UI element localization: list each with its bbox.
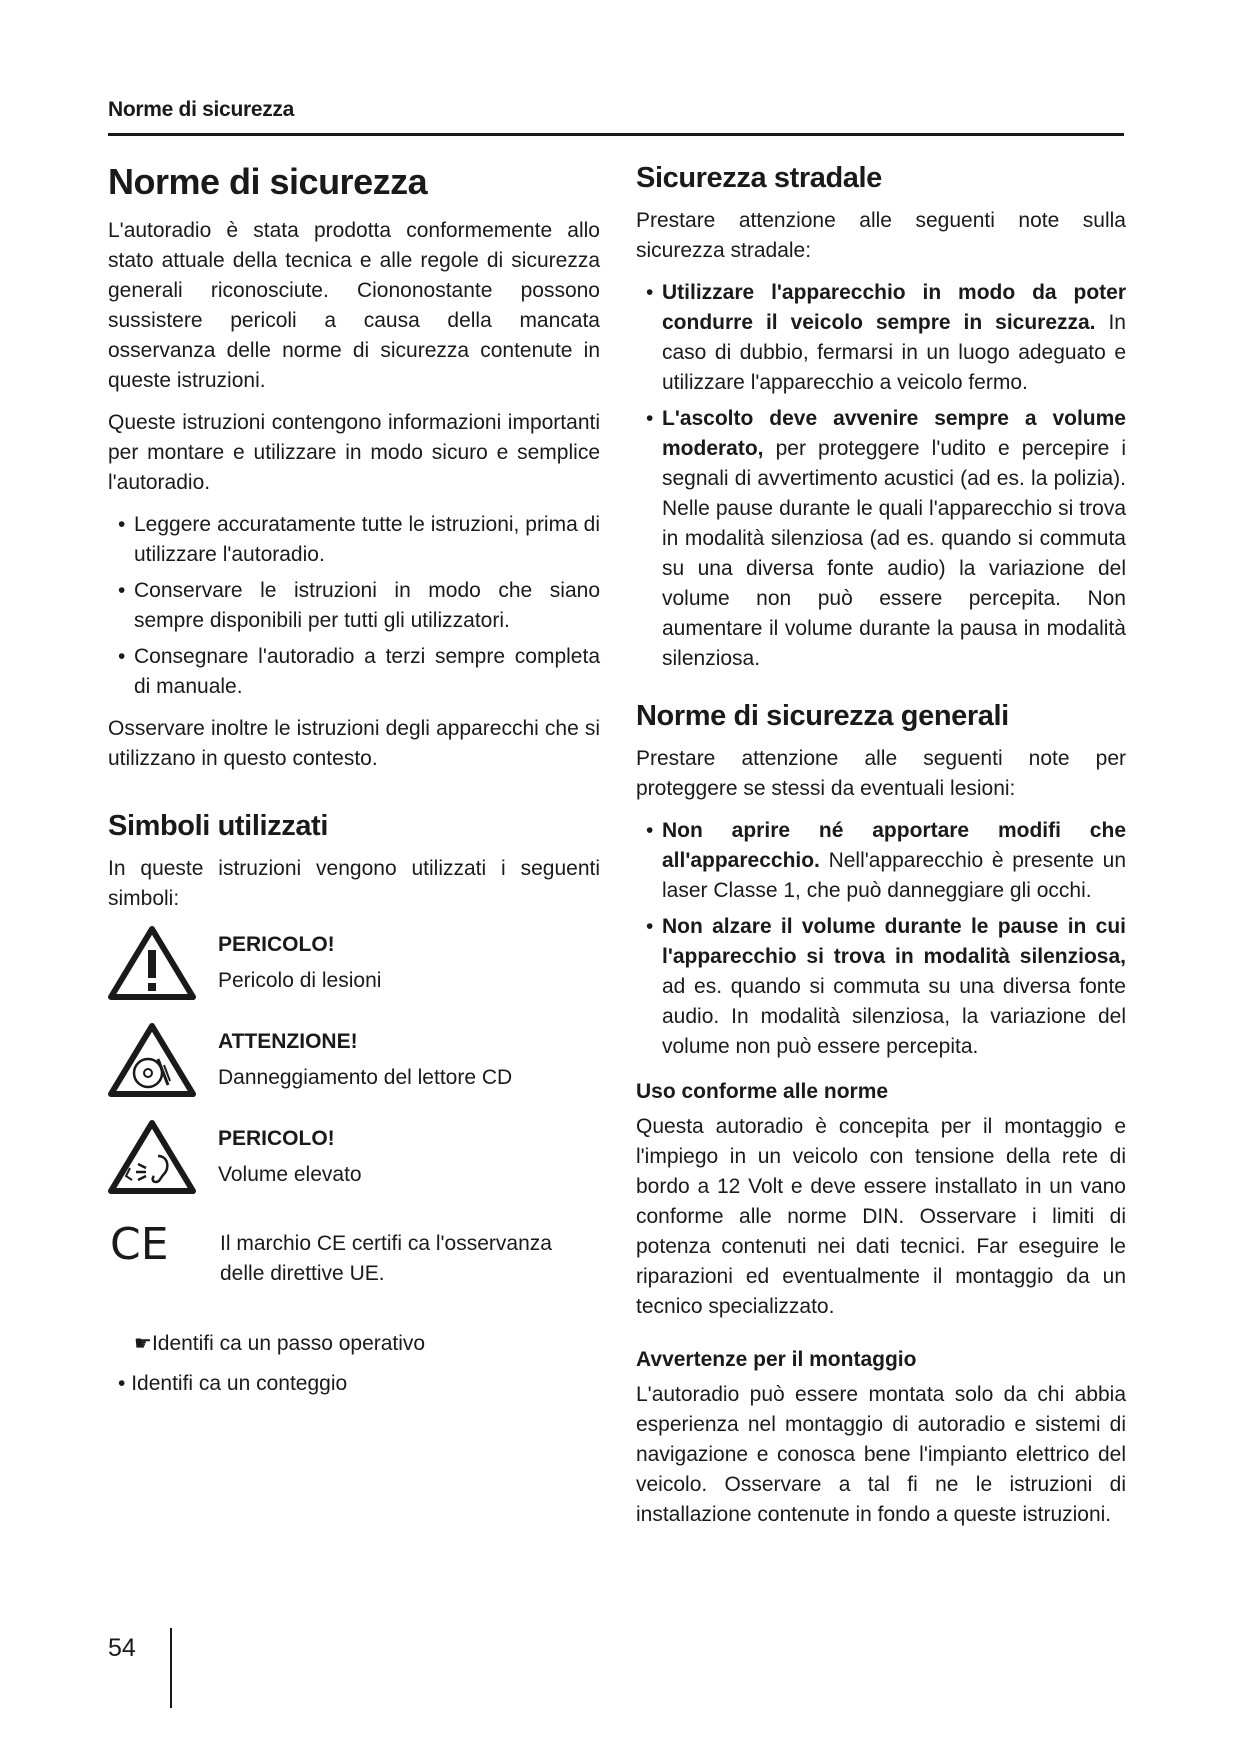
- bullet-icon: •: [118, 579, 126, 602]
- header-rule: [108, 133, 1124, 136]
- outro-paragraph: Osservare inoltre le istruzioni degli apparecchi che si utilizzano in questo contesto.: [108, 717, 600, 770]
- page-number: 54: [108, 1634, 136, 1662]
- road-safety-heading: Sicurezza stradale: [636, 162, 882, 194]
- general-safety-heading: Norme di sicurezza generali: [636, 700, 1009, 732]
- intro-paragraph-1: L'autoradio è stata prodotta conformemente allo stato attuale della tecnica e alle regole di sicurezza generali riconosciute. Ciononostante possono sussistere pericoli a causa della mancata osservanza delle norme di sicurezza contenute in queste istruzioni.: [108, 219, 600, 392]
- bullet-icon: •: [646, 915, 654, 938]
- bullet-icon: •: [646, 281, 654, 304]
- symbol-title: PERICOLO!: [218, 933, 335, 956]
- list-item: • Non aprire né apportare modifi che all'apparecchio. Nell'apparecchio è presente un laser Classe 1, che può danneggiare gli occhi.: [636, 816, 1126, 906]
- bullet-icon: •: [118, 645, 126, 668]
- left-column: [108, 160, 600, 1409]
- symbols-heading: Simboli utilizzati: [108, 810, 328, 842]
- symbol-description: Pericolo di lesioni: [218, 969, 382, 992]
- instruction-list: [108, 510, 600, 702]
- symbol-row-danger: [108, 926, 600, 1005]
- bullet-icon: •: [646, 407, 654, 430]
- list-item: • L'ascolto deve avvenire sempre a volume moderato, per proteggere l'udito e percepire i segnali di avvertimento acustici (ad es. la polizia). Nelle pause durante le quali l'apparecchio si trova in modalità silenziosa (ad es. quando si commuta su una diversa fonte audio) la variazione del volume non può essere percepita. Non aumentare il volume durante la pausa in modalità silenziosa.: [636, 404, 1126, 674]
- page-number-divider: [170, 1628, 172, 1708]
- list-item: • Utilizzare l'apparecchio in modo da poter condurre il veicolo sempre in sicurezza. In caso di dubbio, fermarsi in un luogo adeguato e utilizzare l'apparecchio a veicolo fermo.: [636, 278, 1126, 398]
- list-item: • Leggere accuratamente tutte le istruzioni, prima di utilizzare l'autoradio.: [108, 510, 600, 570]
- legend-count: • Identifi ca un conteggio: [118, 1372, 348, 1395]
- symbol-description: Danneggiamento del lettore CD: [218, 1066, 513, 1089]
- loud-volume-warning-icon: [108, 1120, 204, 1199]
- list-item: • Non alzare il volume durante le pause in cui l'apparecchio si trova in modalità silenziosa, ad es. quando si commuta su una diversa fonte audio. In modalità silenziosa, la variazione del volume non può essere percepita.: [636, 912, 1126, 1062]
- mounting-paragraph: L'autoradio può essere montata solo da chi abbia esperienza nel montaggio di autoradio e sistemi di navigazione e conosca bene l'impianto elettrico del veicolo. Osservare a tal fi ne le istruzioni di installazione contenute in fondo a queste istruzioni.: [636, 1383, 1126, 1526]
- list-item: • Consegnare l'autoradio a terzi sempre completa di manuale.: [108, 642, 600, 702]
- symbol-row-volume: [108, 1120, 600, 1199]
- intended-use-paragraph: Questa autoradio è concepita per il montaggio e l'impiego in un veicolo con tensione della rete di bordo a 12 Volt e deve essere installato in un vano conforme alle norme DIN. Osservare i limiti di potenza contenuti nei dati tecnici. Far eseguire le riparazioni ed eventualmente il montaggio da un tecnico specializzato.: [636, 1115, 1126, 1318]
- intro-paragraph-2: Queste istruzioni contengono informazioni importanti per montare e utilizzare in modo sicuro e semplice l'autoradio.: [108, 411, 600, 494]
- bullet-icon: •: [118, 513, 126, 536]
- symbols-intro: In queste istruzioni vengono utilizzati i seguenti simboli:: [108, 857, 600, 910]
- intended-use-heading: Uso conforme alle norme: [636, 1080, 889, 1103]
- warning-exclamation-icon: [108, 926, 204, 1005]
- legend-step: ☛Identifi ca un passo operativo: [134, 1332, 426, 1355]
- mounting-heading: Avvertenze per il montaggio: [636, 1348, 917, 1371]
- general-safety-list: [636, 816, 1126, 1062]
- page-title: Norme di sicurezza: [108, 161, 428, 202]
- bullet-icon: •: [118, 1372, 126, 1395]
- ce-description: Il marchio CE certifi ca l'osservanza delle direttive UE.: [220, 1232, 552, 1285]
- cd-damage-warning-icon: [108, 1023, 204, 1102]
- road-safety-intro: Prestare attenzione alle seguenti note sulla sicurezza stradale:: [636, 209, 1126, 262]
- pointing-hand-icon: ☛: [134, 1333, 152, 1355]
- road-safety-list: [636, 278, 1126, 674]
- symbol-row-attention: [108, 1023, 600, 1102]
- list-item: • Conservare le istruzioni in modo che siano sempre disponibili per tutti gli utilizzatori.: [108, 576, 600, 636]
- symbol-title: ATTENZIONE!: [218, 1030, 358, 1053]
- running-head: Norme di sicurezza: [108, 98, 294, 121]
- right-column: [636, 160, 1126, 1542]
- ce-mark-row: [108, 1219, 600, 1289]
- symbol-title: PERICOLO!: [218, 1127, 335, 1150]
- bullet-icon: •: [646, 819, 654, 842]
- ce-mark-icon: CE: [110, 1219, 169, 1270]
- symbol-description: Volume elevato: [218, 1163, 362, 1186]
- general-safety-intro: Prestare attenzione alle seguenti note per proteggere se stessi da eventuali lesioni:: [636, 747, 1126, 800]
